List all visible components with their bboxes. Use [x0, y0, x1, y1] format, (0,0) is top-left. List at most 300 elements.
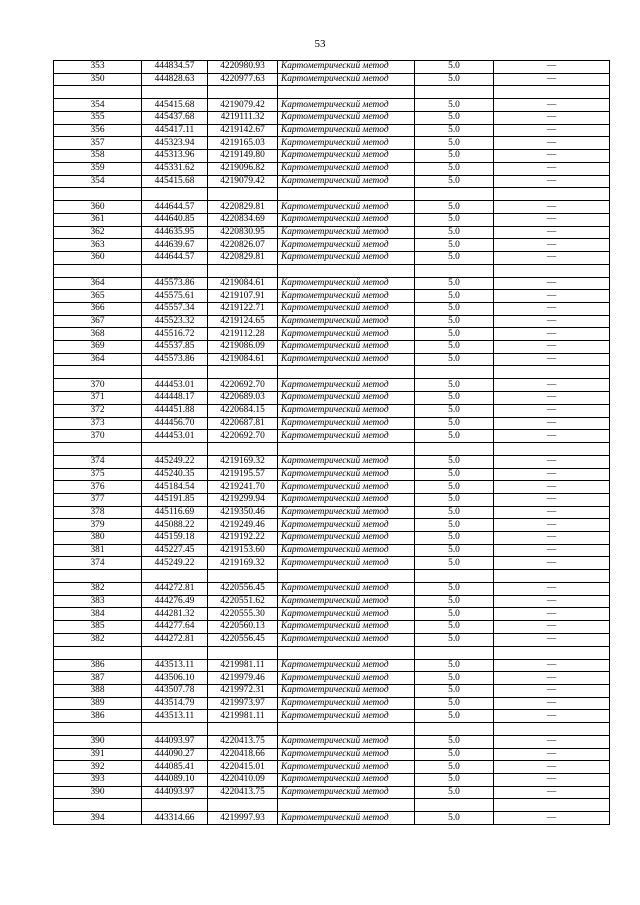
empty-cell: [278, 799, 415, 812]
y-coordinate-cell: 4219997.93: [208, 812, 278, 825]
y-coordinate-cell: 4220829.81: [208, 201, 278, 214]
y-coordinate-cell: 4219079.42: [208, 175, 278, 188]
y-coordinate-cell: 4219124.65: [208, 315, 278, 328]
method-cell: Картометрический метод: [278, 481, 415, 494]
table-row: [54, 786, 610, 799]
separator-row: [54, 366, 610, 379]
x-coordinate-cell: 444272.81: [142, 633, 208, 646]
y-coordinate-cell: 4220826.07: [208, 239, 278, 252]
x-coordinate-cell: 444281.32: [142, 608, 208, 621]
note-cell: —: [494, 455, 610, 468]
table-row: [54, 761, 610, 774]
point-number-cell: 355: [54, 112, 142, 125]
point-number-cell: 358: [54, 150, 142, 163]
note-cell: —: [494, 786, 610, 799]
y-coordinate-cell: 4219086.09: [208, 341, 278, 354]
point-number-cell: 361: [54, 213, 142, 226]
table-row: [54, 684, 610, 697]
accuracy-cell: 5.0: [415, 124, 494, 137]
method-cell: Картометрический метод: [278, 99, 415, 112]
x-coordinate-cell: 445415.68: [142, 99, 208, 112]
table-row: [54, 544, 610, 557]
table-row: [54, 290, 610, 303]
note-cell: —: [494, 748, 610, 761]
accuracy-cell: 5.0: [415, 213, 494, 226]
y-coordinate-cell: 4219169.32: [208, 455, 278, 468]
point-number-cell: 370: [54, 379, 142, 392]
y-coordinate-cell: 4219084.61: [208, 353, 278, 366]
point-number-cell: 357: [54, 137, 142, 150]
empty-cell: [208, 646, 278, 659]
empty-cell: [142, 442, 208, 455]
method-cell: Картометрический метод: [278, 532, 415, 545]
y-coordinate-cell: 4220410.09: [208, 774, 278, 787]
separator-row: [54, 646, 610, 659]
method-cell: Картометрический метод: [278, 404, 415, 417]
empty-cell: [415, 86, 494, 99]
empty-cell: [208, 264, 278, 277]
empty-cell: [142, 264, 208, 277]
x-coordinate-cell: 445227.45: [142, 544, 208, 557]
y-coordinate-cell: 4220551.62: [208, 595, 278, 608]
method-cell: Картометрический метод: [278, 328, 415, 341]
method-cell: Картометрический метод: [278, 761, 415, 774]
table-row: [54, 201, 610, 214]
point-number-cell: 380: [54, 532, 142, 545]
point-number-cell: 359: [54, 162, 142, 175]
x-coordinate-cell: 444644.57: [142, 251, 208, 264]
method-cell: Картометрический метод: [278, 595, 415, 608]
point-number-cell: 369: [54, 341, 142, 354]
x-coordinate-cell: 444834.57: [142, 61, 208, 74]
note-cell: —: [494, 532, 610, 545]
accuracy-cell: 5.0: [415, 353, 494, 366]
note-cell: —: [494, 735, 610, 748]
method-cell: Картометрический метод: [278, 544, 415, 557]
empty-cell: [278, 86, 415, 99]
method-cell: Картометрический метод: [278, 73, 415, 86]
empty-cell: [278, 646, 415, 659]
x-coordinate-cell: 445184.54: [142, 481, 208, 494]
x-coordinate-cell: 443513.11: [142, 710, 208, 723]
point-number-cell: 386: [54, 659, 142, 672]
note-cell: —: [494, 481, 610, 494]
y-coordinate-cell: 4220413.75: [208, 735, 278, 748]
method-cell: Картометрический метод: [278, 430, 415, 443]
x-coordinate-cell: 445516.72: [142, 328, 208, 341]
point-number-cell: 363: [54, 239, 142, 252]
point-number-cell: 383: [54, 595, 142, 608]
note-cell: —: [494, 621, 610, 634]
note-cell: —: [494, 633, 610, 646]
method-cell: Картометрический метод: [278, 786, 415, 799]
note-cell: —: [494, 175, 610, 188]
empty-cell: [54, 264, 142, 277]
accuracy-cell: 5.0: [415, 519, 494, 532]
method-cell: Картометрический метод: [278, 277, 415, 290]
empty-cell: [142, 799, 208, 812]
x-coordinate-cell: 444453.01: [142, 379, 208, 392]
x-coordinate-cell: 445437.68: [142, 112, 208, 125]
note-cell: —: [494, 341, 610, 354]
note-cell: —: [494, 595, 610, 608]
accuracy-cell: 5.0: [415, 544, 494, 557]
note-cell: —: [494, 315, 610, 328]
empty-cell: [54, 86, 142, 99]
x-coordinate-cell: 444093.97: [142, 735, 208, 748]
table-row: [54, 239, 610, 252]
note-cell: —: [494, 404, 610, 417]
accuracy-cell: 5.0: [415, 557, 494, 570]
point-number-cell: 356: [54, 124, 142, 137]
accuracy-cell: 5.0: [415, 532, 494, 545]
accuracy-cell: 5.0: [415, 633, 494, 646]
table-row: [54, 583, 610, 596]
x-coordinate-cell: 443507.78: [142, 684, 208, 697]
note-cell: —: [494, 392, 610, 405]
accuracy-cell: 5.0: [415, 481, 494, 494]
note-cell: —: [494, 684, 610, 697]
note-cell: —: [494, 812, 610, 825]
method-cell: Картометрический метод: [278, 239, 415, 252]
point-number-cell: 364: [54, 353, 142, 366]
empty-cell: [278, 188, 415, 201]
method-cell: Картометрический метод: [278, 137, 415, 150]
y-coordinate-cell: 4219169.32: [208, 557, 278, 570]
table-row: [54, 430, 610, 443]
note-cell: —: [494, 659, 610, 672]
y-coordinate-cell: 4220830.95: [208, 226, 278, 239]
empty-cell: [415, 570, 494, 583]
point-number-cell: 376: [54, 481, 142, 494]
y-coordinate-cell: 4219142.67: [208, 124, 278, 137]
accuracy-cell: 5.0: [415, 697, 494, 710]
point-number-cell: 360: [54, 251, 142, 264]
empty-cell: [54, 188, 142, 201]
table-row: [54, 532, 610, 545]
y-coordinate-cell: 4220834.69: [208, 213, 278, 226]
empty-cell: [142, 570, 208, 583]
point-number-cell: 364: [54, 277, 142, 290]
x-coordinate-cell: 445249.22: [142, 455, 208, 468]
accuracy-cell: 5.0: [415, 404, 494, 417]
note-cell: —: [494, 417, 610, 430]
accuracy-cell: 5.0: [415, 150, 494, 163]
method-cell: Картометрический метод: [278, 341, 415, 354]
y-coordinate-cell: 4219979.46: [208, 672, 278, 685]
y-coordinate-cell: 4220977.63: [208, 73, 278, 86]
empty-cell: [494, 366, 610, 379]
note-cell: —: [494, 303, 610, 316]
x-coordinate-cell: 445116.69: [142, 506, 208, 519]
point-number-cell: 390: [54, 735, 142, 748]
note-cell: —: [494, 239, 610, 252]
point-number-cell: 379: [54, 519, 142, 532]
method-cell: Картометрический метод: [278, 633, 415, 646]
accuracy-cell: 5.0: [415, 73, 494, 86]
y-coordinate-cell: 4219149.80: [208, 150, 278, 163]
point-number-cell: 390: [54, 786, 142, 799]
method-cell: Картометрический метод: [278, 226, 415, 239]
table-row: [54, 353, 610, 366]
note-cell: —: [494, 379, 610, 392]
accuracy-cell: 5.0: [415, 328, 494, 341]
accuracy-cell: 5.0: [415, 303, 494, 316]
accuracy-cell: 5.0: [415, 455, 494, 468]
point-number-cell: 372: [54, 404, 142, 417]
y-coordinate-cell: 4220555.30: [208, 608, 278, 621]
empty-cell: [54, 442, 142, 455]
accuracy-cell: 5.0: [415, 684, 494, 697]
separator-row: [54, 570, 610, 583]
x-coordinate-cell: 445159.18: [142, 532, 208, 545]
y-coordinate-cell: 4220689.03: [208, 392, 278, 405]
point-number-cell: 360: [54, 201, 142, 214]
x-coordinate-cell: 444090.27: [142, 748, 208, 761]
table-row: [54, 557, 610, 570]
empty-cell: [494, 722, 610, 735]
accuracy-cell: 5.0: [415, 608, 494, 621]
method-cell: Картометрический метод: [278, 608, 415, 621]
point-number-cell: 371: [54, 392, 142, 405]
method-cell: Картометрический метод: [278, 150, 415, 163]
x-coordinate-cell: 444453.01: [142, 430, 208, 443]
y-coordinate-cell: 4219981.11: [208, 710, 278, 723]
method-cell: Картометрический метод: [278, 493, 415, 506]
note-cell: —: [494, 137, 610, 150]
note-cell: —: [494, 761, 610, 774]
note-cell: —: [494, 162, 610, 175]
x-coordinate-cell: 444639.67: [142, 239, 208, 252]
table-row: [54, 315, 610, 328]
table-row: [54, 506, 610, 519]
table-row: [54, 150, 610, 163]
accuracy-cell: 5.0: [415, 672, 494, 685]
point-number-cell: 378: [54, 506, 142, 519]
point-number-cell: 381: [54, 544, 142, 557]
y-coordinate-cell: 4220556.45: [208, 583, 278, 596]
accuracy-cell: 5.0: [415, 201, 494, 214]
method-cell: Картометрический метод: [278, 621, 415, 634]
empty-cell: [142, 722, 208, 735]
empty-cell: [278, 442, 415, 455]
x-coordinate-cell: 444640.85: [142, 213, 208, 226]
y-coordinate-cell: 4219192.22: [208, 532, 278, 545]
point-number-cell: 382: [54, 583, 142, 596]
accuracy-cell: 5.0: [415, 251, 494, 264]
table-row: [54, 672, 610, 685]
table-row: [54, 379, 610, 392]
page-number: 53: [314, 38, 326, 50]
x-coordinate-cell: 445417.11: [142, 124, 208, 137]
accuracy-cell: 5.0: [415, 595, 494, 608]
y-coordinate-cell: 4220692.70: [208, 430, 278, 443]
table-row: [54, 328, 610, 341]
x-coordinate-cell: 443506.10: [142, 672, 208, 685]
accuracy-cell: 5.0: [415, 748, 494, 761]
empty-cell: [142, 366, 208, 379]
method-cell: Картометрический метод: [278, 213, 415, 226]
point-number-cell: 375: [54, 468, 142, 481]
empty-cell: [415, 264, 494, 277]
point-number-cell: 368: [54, 328, 142, 341]
method-cell: Картометрический метод: [278, 251, 415, 264]
point-number-cell: 387: [54, 672, 142, 685]
accuracy-cell: 5.0: [415, 659, 494, 672]
table-row: [54, 251, 610, 264]
empty-cell: [142, 188, 208, 201]
empty-cell: [494, 188, 610, 201]
empty-cell: [494, 646, 610, 659]
table-row: [54, 112, 610, 125]
empty-cell: [494, 86, 610, 99]
y-coordinate-cell: 4220687.81: [208, 417, 278, 430]
method-cell: Картометрический метод: [278, 774, 415, 787]
x-coordinate-cell: 444093.97: [142, 786, 208, 799]
method-cell: Картометрический метод: [278, 315, 415, 328]
y-coordinate-cell: 4219079.42: [208, 99, 278, 112]
y-coordinate-cell: 4219241.70: [208, 481, 278, 494]
table-row: [54, 124, 610, 137]
table-row: [54, 774, 610, 787]
empty-cell: [278, 722, 415, 735]
note-cell: —: [494, 61, 610, 74]
separator-row: [54, 442, 610, 455]
method-cell: Картометрический метод: [278, 506, 415, 519]
point-number-cell: 386: [54, 710, 142, 723]
empty-cell: [415, 442, 494, 455]
empty-cell: [278, 264, 415, 277]
method-cell: Картометрический метод: [278, 61, 415, 74]
method-cell: Картометрический метод: [278, 303, 415, 316]
note-cell: —: [494, 557, 610, 570]
y-coordinate-cell: 4219153.60: [208, 544, 278, 557]
note-cell: —: [494, 353, 610, 366]
accuracy-cell: 5.0: [415, 468, 494, 481]
table-row: [54, 812, 610, 825]
note-cell: —: [494, 672, 610, 685]
table-row: [54, 61, 610, 74]
point-number-cell: 362: [54, 226, 142, 239]
point-number-cell: 365: [54, 290, 142, 303]
point-number-cell: 370: [54, 430, 142, 443]
note-cell: —: [494, 124, 610, 137]
x-coordinate-cell: 445523.32: [142, 315, 208, 328]
separator-row: [54, 188, 610, 201]
note-cell: —: [494, 226, 610, 239]
y-coordinate-cell: 4219112.28: [208, 328, 278, 341]
table-row: [54, 493, 610, 506]
accuracy-cell: 5.0: [415, 99, 494, 112]
x-coordinate-cell: 444085.41: [142, 761, 208, 774]
empty-cell: [208, 188, 278, 201]
x-coordinate-cell: 445088.22: [142, 519, 208, 532]
table-row: [54, 137, 610, 150]
y-coordinate-cell: 4220692.70: [208, 379, 278, 392]
y-coordinate-cell: 4219195.57: [208, 468, 278, 481]
empty-cell: [54, 366, 142, 379]
empty-cell: [494, 799, 610, 812]
y-coordinate-cell: 4219111.32: [208, 112, 278, 125]
table-row: [54, 633, 610, 646]
empty-cell: [415, 799, 494, 812]
method-cell: Картометрический метод: [278, 455, 415, 468]
y-coordinate-cell: 4220684.15: [208, 404, 278, 417]
method-cell: Картометрический метод: [278, 392, 415, 405]
table-row: [54, 213, 610, 226]
table-row: [54, 621, 610, 634]
empty-cell: [494, 264, 610, 277]
accuracy-cell: 5.0: [415, 175, 494, 188]
method-cell: Картометрический метод: [278, 379, 415, 392]
method-cell: Картометрический метод: [278, 353, 415, 366]
note-cell: —: [494, 506, 610, 519]
method-cell: Картометрический метод: [278, 290, 415, 303]
y-coordinate-cell: 4219084.61: [208, 277, 278, 290]
accuracy-cell: 5.0: [415, 735, 494, 748]
accuracy-cell: 5.0: [415, 137, 494, 150]
accuracy-cell: 5.0: [415, 61, 494, 74]
note-cell: —: [494, 468, 610, 481]
x-coordinate-cell: 445415.68: [142, 175, 208, 188]
accuracy-cell: 5.0: [415, 277, 494, 290]
x-coordinate-cell: 445191.85: [142, 493, 208, 506]
empty-cell: [278, 570, 415, 583]
empty-cell: [208, 722, 278, 735]
y-coordinate-cell: 4219096.82: [208, 162, 278, 175]
empty-cell: [415, 646, 494, 659]
x-coordinate-cell: 444644.57: [142, 201, 208, 214]
table-row: [54, 697, 610, 710]
x-coordinate-cell: 444451.88: [142, 404, 208, 417]
method-cell: Картометрический метод: [278, 468, 415, 481]
empty-cell: [54, 799, 142, 812]
x-coordinate-cell: 443513.11: [142, 659, 208, 672]
table-row: [54, 303, 610, 316]
x-coordinate-cell: 445537.85: [142, 341, 208, 354]
x-coordinate-cell: 445573.86: [142, 277, 208, 290]
separator-row: [54, 264, 610, 277]
accuracy-cell: 5.0: [415, 493, 494, 506]
method-cell: Картометрический метод: [278, 417, 415, 430]
y-coordinate-cell: 4219249.46: [208, 519, 278, 532]
accuracy-cell: 5.0: [415, 786, 494, 799]
empty-cell: [54, 646, 142, 659]
method-cell: Картометрический метод: [278, 175, 415, 188]
x-coordinate-cell: 444456.70: [142, 417, 208, 430]
empty-cell: [208, 442, 278, 455]
note-cell: —: [494, 710, 610, 723]
table-row: [54, 481, 610, 494]
accuracy-cell: 5.0: [415, 417, 494, 430]
y-coordinate-cell: 4219350.46: [208, 506, 278, 519]
method-cell: Картометрический метод: [278, 748, 415, 761]
x-coordinate-cell: 444089.10: [142, 774, 208, 787]
accuracy-cell: 5.0: [415, 621, 494, 634]
note-cell: —: [494, 277, 610, 290]
point-number-cell: 367: [54, 315, 142, 328]
y-coordinate-cell: 4219972.31: [208, 684, 278, 697]
point-number-cell: 393: [54, 774, 142, 787]
point-number-cell: 382: [54, 633, 142, 646]
y-coordinate-cell: 4220980.93: [208, 61, 278, 74]
table-row: [54, 341, 610, 354]
empty-cell: [54, 722, 142, 735]
x-coordinate-cell: 444828.63: [142, 73, 208, 86]
table-row: [54, 659, 610, 672]
method-cell: Картометрический метод: [278, 557, 415, 570]
empty-cell: [142, 646, 208, 659]
